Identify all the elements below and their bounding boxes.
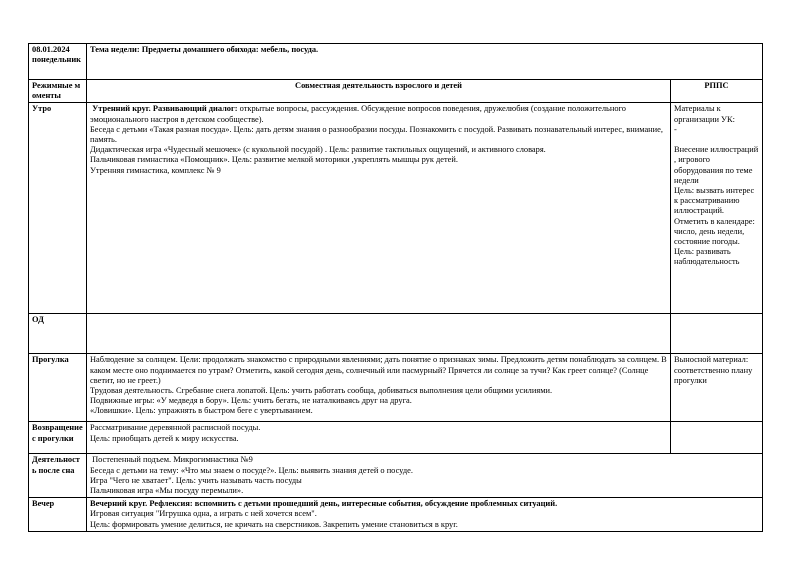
evening-label: Вечер (29, 498, 87, 532)
evening-content (87, 498, 763, 532)
afternoon-row (29, 454, 763, 498)
date-text: 08.01.2024 (32, 45, 70, 54)
date-cell (29, 44, 87, 80)
morning-rpps-0: Материалы к организации УК: (674, 104, 735, 124)
header-row (29, 80, 763, 103)
evening-row (29, 498, 763, 532)
morning-line-1: Беседа с детьми «Такая разная посуда». Цель: дать детям знания о разнообразии посуды. Познакомить с посудой. Развивать познавательный интерес, внимание, память. (90, 124, 663, 145)
walk-line-0: Наблюдение за солнцем. Цели: продолжать знакомство с природными явлениями; дать понятие о признаках зимы. Предложить детям понаблюдать за солнцем. В каком месте оно поднимается по утрам? Отметить, какой сегодня день, солнечный или пасмурный? Прячется ли солнце за тучи? Как греет солнце? (Солнце светит, но не греет.) (90, 355, 667, 385)
return-line-0: Рассматривание деревянной расписной посуды. (90, 423, 261, 433)
return-content (87, 422, 671, 454)
afternoon-content (87, 454, 763, 498)
walk-content (87, 354, 671, 422)
theme-value: Предметы домашнего обихода: мебель, посуда. (141, 45, 319, 54)
afternoon-line-3: Пальчиковая игра «Мы посуду перемыли». (90, 486, 244, 496)
header-joint-activity: Совместная деятельность взрослого и детей (87, 80, 671, 103)
morning-rpps-5: Отметить в календаре: число, день недели, состояние погоды. (674, 216, 755, 247)
return-row (29, 422, 763, 454)
morning-line-3: Пальчиковая гимнастика «Помощник». Цель: развитие мелкой моторики ,укреплять мышцы рук детей. (90, 155, 458, 165)
afternoon-line-0: Постепенный подъем. Микрогимнастика №9 (92, 455, 253, 465)
return-line-1: Цель: приобщать детей к миру искусства. (90, 433, 239, 443)
morning-rpps-4: Цель: вызвать интерес к рассматриванию иллюстраций. (674, 186, 755, 216)
morning-rpps-3: Внесение иллюстраций , игрового оборудования по теме недели (674, 145, 759, 185)
morning-rpps (671, 103, 763, 314)
walk-line-3: «Ловишки». Цель: упражнять в быстром беге с увертыванием. (90, 406, 313, 416)
morning-rpps-2 (674, 135, 759, 145)
evening-line-1: Цель: формировать умение делиться, не кричать на сверстников. Закрепить умение становиться в круг. (90, 519, 458, 529)
afternoon-line-2: Игра "Чего не хватает". Цель: учить называть часть посуды (90, 475, 302, 485)
evening-line-0: Игровая ситуация "Игрушка одна, а играть с ней хочется всем". (90, 509, 317, 519)
theme-cell (87, 44, 763, 80)
od-label: ОД (29, 314, 87, 354)
evening-bold-line: Вечерний круг. Рефлексия: вспомнить с детьми прошедший день, интересные события, обсуждение проблемных ситуаций. (90, 499, 558, 509)
afternoon-label: Деятельность после сна (29, 454, 87, 498)
return-label: Возвращение с прогулки (29, 422, 87, 454)
morning-line-0: Утренний круг. Развивающий диалог: открытые вопросы, рассуждения. Обсуждение вопросов поведения, дружелюбия (создание положительного эмоционального настроя в детском сообществе). (90, 104, 626, 124)
morning-rpps-6: Цель: развивать наблюдательность (674, 247, 740, 267)
walk-row (29, 354, 763, 422)
walk-line-2: Подвижные игры: «У медведя в бору». Цель: учить бегать, не наталкиваясь друг на друга. (90, 396, 412, 406)
walk-label: Прогулка (29, 354, 87, 422)
morning-rpps-1: - (674, 124, 677, 134)
header-rpps: РППС (671, 80, 763, 103)
morning-label: Утро (29, 103, 87, 314)
walk-line-1: Трудовая деятельность. Сгребание снега лопатой. Цель: учить работать сообща, добиваться выполнения цели общими усилиями. (90, 386, 553, 396)
morning-line-4: Утренняя гимнастика, комплекс № 9 (90, 165, 221, 175)
morning-content (87, 103, 671, 314)
walk-rpps-0: Выносной материал: соответственно плану прогулки (674, 355, 753, 385)
theme-label: Тема недели: (90, 45, 140, 54)
morning-row (29, 103, 763, 314)
return-rpps (671, 422, 763, 454)
weekday-text: понедельник (32, 55, 82, 65)
od-content (87, 314, 671, 354)
header-regime: Режимные моменты (29, 80, 87, 103)
afternoon-line-1: Беседа с детьми на тему: «Что мы знаем о посуде?». Цель: выявить знания детей о посуде. (90, 465, 413, 475)
date-theme-row (29, 44, 763, 80)
od-row (29, 314, 763, 354)
morning-line-2: Дидактическая игра «Чудесный мешочек» (с кукольной посудой) . Цель: развитие тактильных ощущений, и активного словаря. (90, 145, 546, 155)
od-rpps (671, 314, 763, 354)
walk-rpps (671, 354, 763, 422)
daily-plan-table (28, 43, 763, 532)
